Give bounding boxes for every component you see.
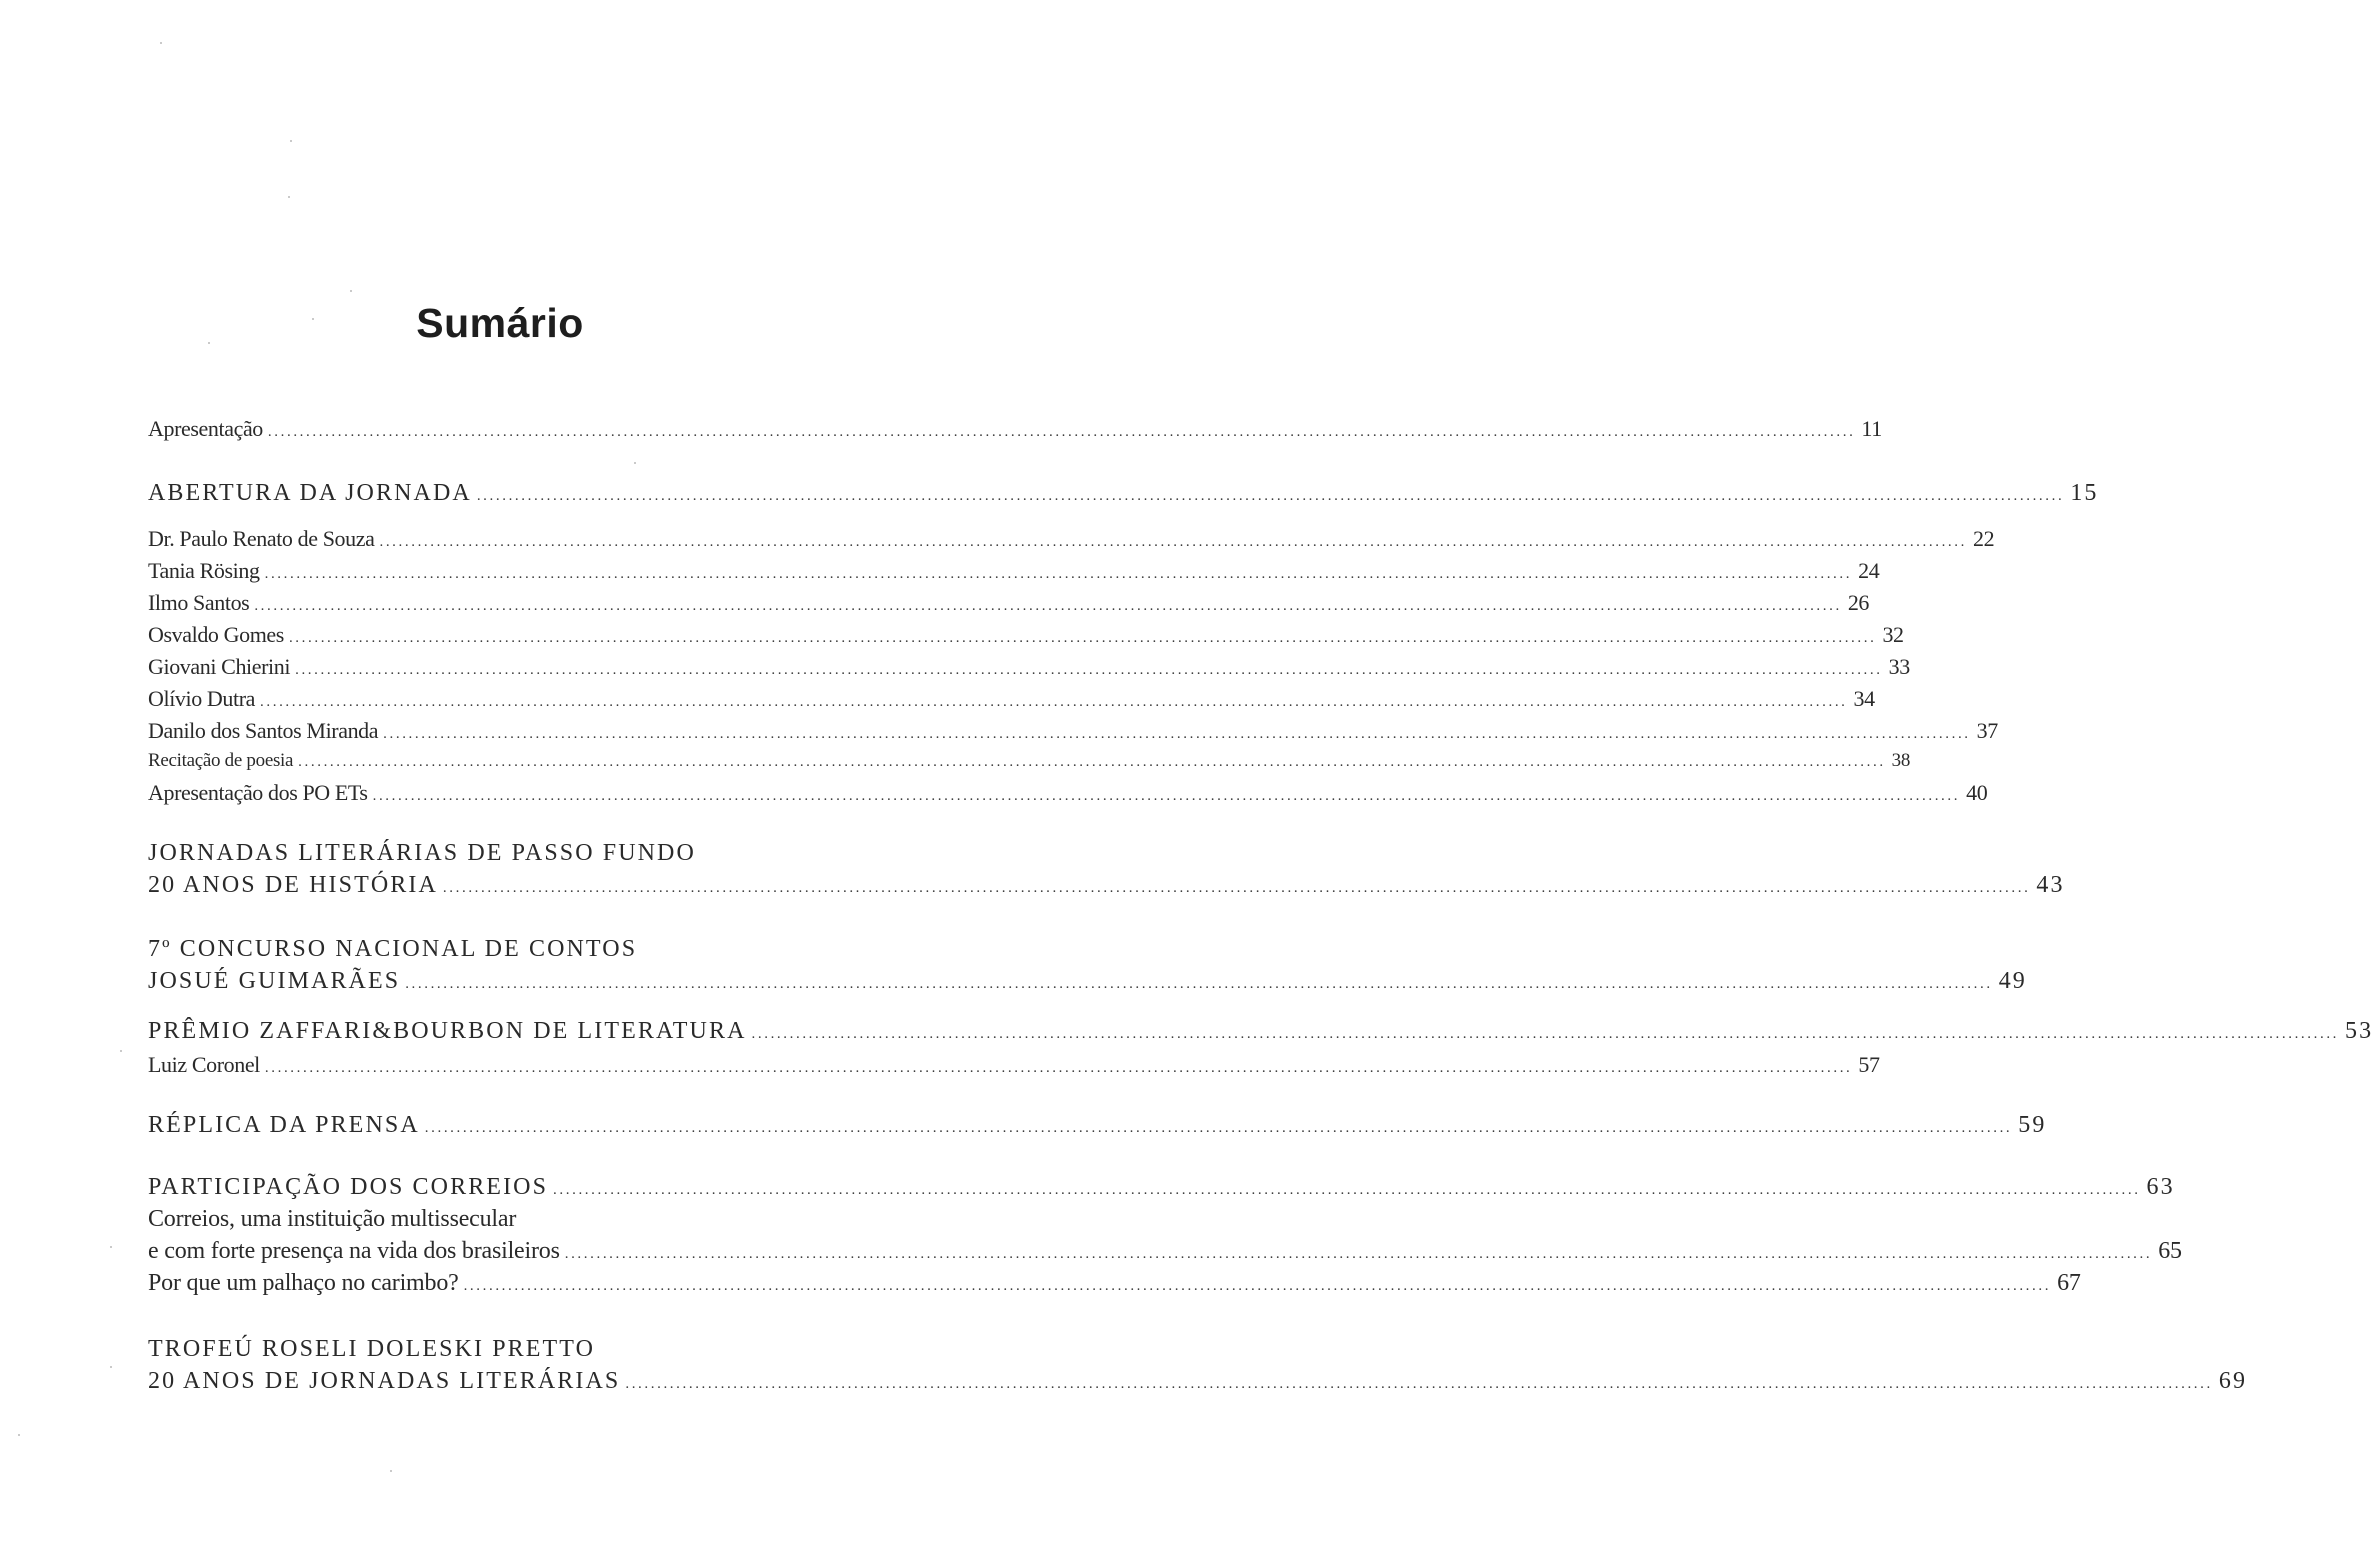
toc-entry-label: Danilo dos Santos Miranda: [148, 718, 379, 743]
toc-entry-page: 37: [1976, 718, 1998, 743]
toc-entry-page: 63: [2146, 1174, 2175, 1200]
scan-speck: [110, 1246, 112, 1248]
toc-entry[interactable]: [148, 1368, 2248, 1395]
toc-entry-label: PRÊMIO ZAFFARI&BOURBON DE LITERATURA: [148, 1018, 747, 1044]
toc-entry[interactable]: [148, 480, 2099, 507]
toc-entry-label: 20 ANOS DE JORNADAS LITERÁRIAS: [148, 1368, 621, 1394]
dot-leader: ..........................................................................................................................................................................................................................................................: [379, 534, 1967, 550]
toc-entry-page: 32: [1882, 622, 1904, 647]
toc-entry-label: e com forte presença na vida dos brasileiros: [148, 1238, 560, 1264]
dot-leader: ..........................................................................................................................................................................................................................................................: [288, 630, 1877, 646]
toc-entry-label: Ilmo Santos: [148, 590, 250, 615]
dot-leader: ..........................................................................................................................................................................................................................................................: [383, 726, 1971, 742]
toc-entry-page: 59: [2018, 1112, 2047, 1138]
toc-entry-label: Tania Rösing: [148, 558, 260, 583]
toc-entry-page: 38: [1891, 750, 1911, 771]
toc-entry[interactable]: [148, 718, 1998, 744]
toc-entry-label: ABERTURA DA JORNADA: [148, 480, 472, 506]
toc-entry-label: Olívio Dutra: [148, 686, 256, 711]
toc-entry-page: 24: [1858, 558, 1880, 583]
toc-entry-label: Recitação de poesia: [148, 750, 294, 771]
toc-entry[interactable]: [148, 1174, 2175, 1201]
dot-leader: ..........................................................................................................................................................................................................................................................: [295, 662, 1883, 678]
dot-leader: ..........................................................................................................................................................................................................................................................: [372, 788, 1961, 804]
toc-entry[interactable]: [148, 780, 1988, 806]
dot-leader: ..........................................................................................................................................................................................................................................................: [298, 754, 1886, 770]
toc-entry-label: Osvaldo Gomes: [148, 622, 284, 647]
scan-speck: [120, 1050, 122, 1052]
toc-entry-label: JOSUÉ GUIMARÃES: [148, 968, 401, 994]
toc-entry[interactable]: [148, 590, 1870, 616]
toc-entry-label: Apresentação: [148, 416, 263, 441]
dot-leader: ..........................................................................................................................................................................................................................................................: [264, 566, 1853, 582]
toc-entry-label: PARTICIPAÇÃO DOS CORREIOS: [148, 1174, 549, 1200]
toc-entry[interactable]: [148, 968, 2027, 995]
dot-leader: ..........................................................................................................................................................................................................................................................: [267, 424, 1856, 440]
toc-entry[interactable]: [148, 622, 1904, 648]
toc-entry-label: RÉPLICA DA PRENSA: [148, 1112, 420, 1138]
toc-entry-page: 15: [2070, 480, 2099, 506]
toc-entry-heading-line: Correios, uma instituição multissecular: [148, 1206, 517, 1232]
dot-leader: ..........................................................................................................................................................................................................................................................: [442, 880, 2031, 896]
toc-entry[interactable]: [148, 416, 1882, 442]
toc-entry[interactable]: [148, 558, 1880, 584]
toc-entry[interactable]: [148, 1112, 2047, 1139]
toc-entry-label: Dr. Paulo Renato de Souza: [148, 526, 375, 551]
toc-entry-page: 26: [1847, 590, 1870, 615]
toc-entry[interactable]: [148, 1270, 2081, 1297]
toc-entry-page: 34: [1853, 686, 1875, 711]
dot-leader: ..........................................................................................................................................................................................................................................................: [264, 1060, 1853, 1076]
toc-entry[interactable]: [148, 1238, 2182, 1265]
toc-entry-page: 57: [1858, 1052, 1880, 1077]
toc-entry[interactable]: [148, 686, 1875, 712]
toc-entry-heading-line: TROFEÚ ROSELI DOLESKI PRETTO: [148, 1336, 596, 1362]
dot-leader: ..........................................................................................................................................................................................................................................................: [553, 1182, 2141, 1198]
toc-entry-label: Apresentação dos PO ETs: [148, 780, 368, 805]
toc-entry-page: 67: [2057, 1270, 2081, 1296]
toc-entry-label: 20 ANOS DE HISTÓRIA: [148, 872, 438, 898]
toc-entry-label: Luiz Coronel: [148, 1052, 260, 1077]
dot-leader: ..........................................................................................................................................................................................................................................................: [476, 488, 2065, 504]
toc-entry[interactable]: [148, 1052, 1880, 1078]
dot-leader: ..........................................................................................................................................................................................................................................................: [564, 1246, 2153, 1262]
scan-speck: [110, 1366, 112, 1368]
toc-entry-heading-line: 7º CONCURSO NACIONAL DE CONTOS: [148, 936, 638, 962]
toc-entry-page: 40: [1966, 780, 1988, 805]
page-title: Sumário: [416, 300, 584, 346]
dot-leader: ..........................................................................................................................................................................................................................................................: [625, 1376, 2213, 1392]
toc-entry-page: 22: [1972, 526, 1995, 551]
toc-entry-page: 43: [2036, 872, 2065, 898]
dot-leader: ..........................................................................................................................................................................................................................................................: [260, 694, 1848, 710]
toc-entry-heading-line: JORNADAS LITERÁRIAS DE PASSO FUNDO: [148, 840, 696, 866]
table-of-contents: [148, 0, 2373, 1560]
toc-entry-page: 33: [1888, 654, 1910, 679]
toc-entry[interactable]: [148, 750, 1911, 772]
scan-speck: [18, 1434, 20, 1436]
dot-leader: ..........................................................................................................................................................................................................................................................: [424, 1120, 2013, 1136]
toc-entry-label: Por que um palhaço no carimbo?: [148, 1270, 459, 1296]
dot-leader: ..........................................................................................................................................................................................................................................................: [751, 1026, 2340, 1042]
dot-leader: ..........................................................................................................................................................................................................................................................: [254, 598, 1842, 614]
toc-entry[interactable]: [148, 872, 2065, 899]
toc-entry[interactable]: [148, 526, 1995, 552]
toc-entry-page: 65: [2158, 1238, 2182, 1264]
toc-entry[interactable]: [148, 654, 1910, 680]
toc-entry-page: 53: [2345, 1018, 2373, 1044]
dot-leader: ..........................................................................................................................................................................................................................................................: [405, 976, 1993, 992]
toc-entry[interactable]: [148, 1018, 2373, 1045]
dot-leader: ..........................................................................................................................................................................................................................................................: [463, 1278, 2052, 1294]
toc-entry-label: Giovani Chierini: [148, 654, 291, 679]
toc-entry-page: 11: [1861, 416, 1882, 441]
toc-entry-page: 49: [1998, 968, 2027, 994]
toc-entry-page: 69: [2218, 1368, 2248, 1394]
